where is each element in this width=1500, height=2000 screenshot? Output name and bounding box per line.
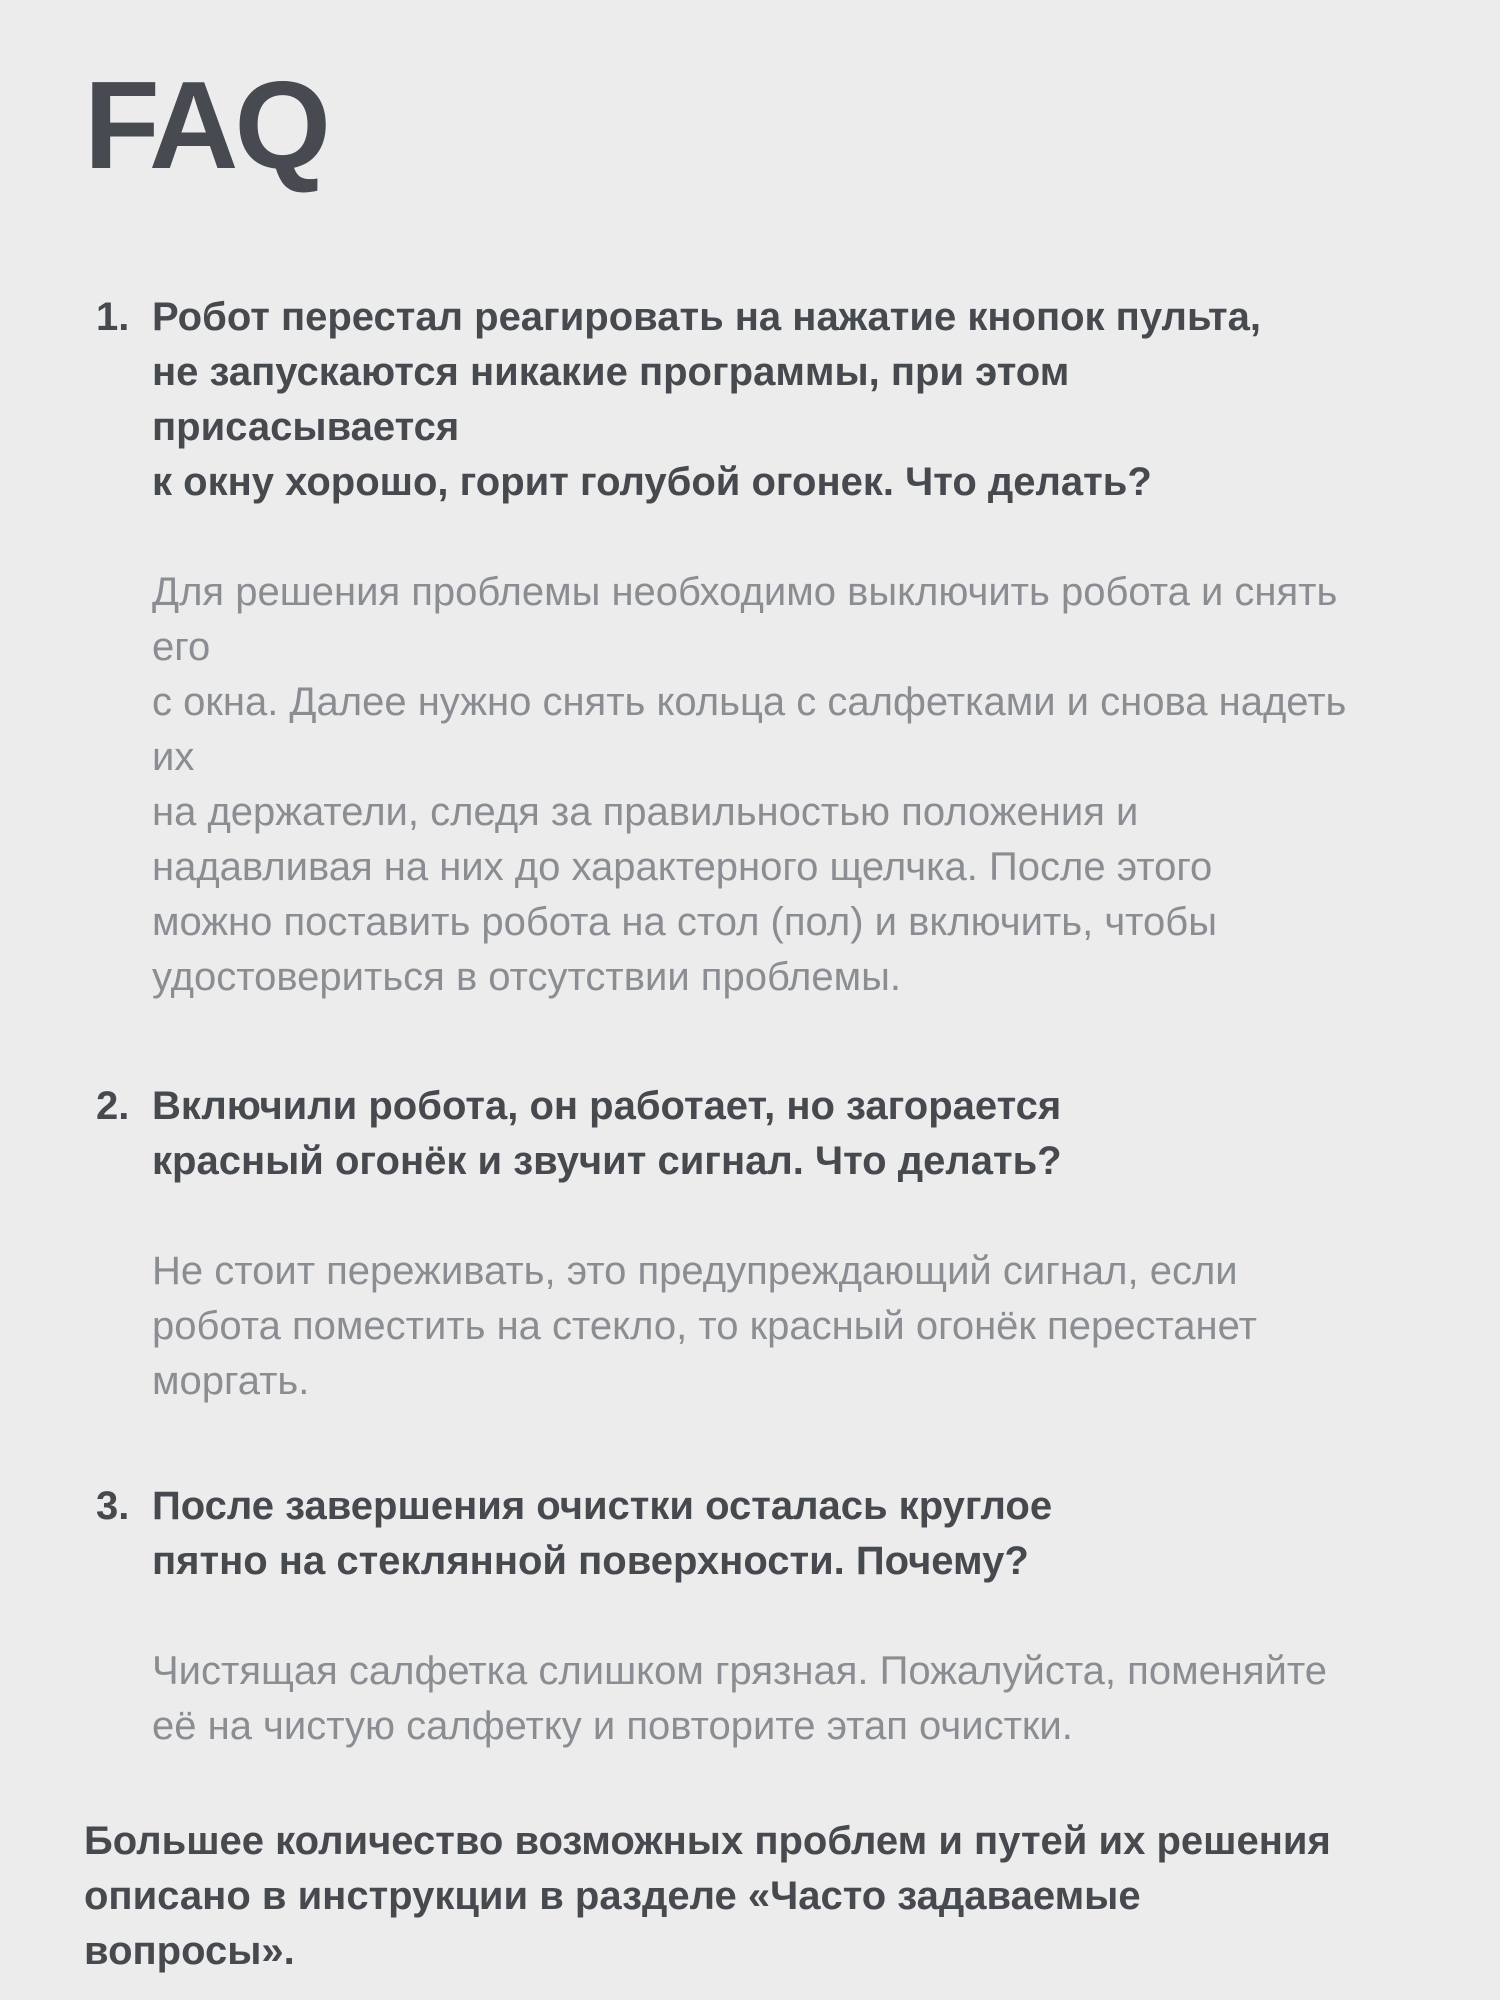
faq-number: 3. [96, 1484, 130, 1528]
answer-line: её на чистую салфетку и повторите этап очистки. [152, 1704, 1073, 1748]
faq-number: 2. [96, 1084, 130, 1128]
faq-item-3 [84, 1479, 1416, 1754]
question-line: После завершения очистки осталась круглое [152, 1484, 1053, 1528]
faq-list [84, 290, 1416, 1754]
faq-question [152, 290, 1416, 510]
answer-line: робота поместить на стекло, то красный огонёк перестанет [152, 1304, 1257, 1348]
answer-line: с окна. Далее нужно снять кольца с салфетками и снова надеть [152, 680, 1347, 724]
answer-line: его [152, 625, 211, 669]
footer-line: вопросы». [84, 1929, 295, 1973]
answer-line: Не стоит переживать, это предупреждающий сигнал, если [152, 1249, 1238, 1293]
faq-item-2 [84, 1079, 1416, 1409]
footer-line: описано в инструкции в разделе «Часто задаваемые [84, 1874, 1141, 1918]
question-line: присасывается [152, 405, 460, 449]
footer-line: Большее количество возможных проблем и путей их решения [84, 1819, 1331, 1863]
faq-item-1 [84, 290, 1416, 1005]
faq-answer [152, 1644, 1416, 1754]
answer-line: Чистящая салфетка слишком грязная. Пожалуйста, поменяйте [152, 1649, 1328, 1693]
answer-line: моргать. [152, 1359, 310, 1403]
question-line: пятно на стеклянной поверхности. Почему? [152, 1539, 1029, 1583]
question-line: к окну хорошо, горит голубой огонек. Что делать? [152, 460, 1152, 504]
faq-question [152, 1479, 1416, 1589]
question-line: не запускаются никакие программы, при этом [152, 350, 1070, 394]
faq-number: 1. [96, 295, 130, 339]
page-title: FAQ [84, 57, 327, 195]
footer-note [84, 1814, 1416, 1979]
faq-answer [152, 1244, 1416, 1409]
answer-line: удостовериться в отсутствии проблемы. [152, 955, 902, 999]
faq-question [152, 1079, 1416, 1189]
faq-answer [152, 565, 1416, 1005]
answer-line: их [152, 735, 195, 779]
answer-line: Для решения проблемы необходимо выключить робота и снять [152, 570, 1338, 614]
answer-line: на держатели, следя за правильностью положения и [152, 790, 1139, 834]
question-line: Включили робота, он работает, но загорается [152, 1084, 1062, 1128]
question-line: Робот перестал реагировать на нажатие кнопок пульта, [152, 295, 1261, 339]
question-line: красный огонёк и звучит сигнал. Что делать? [152, 1139, 1062, 1183]
answer-line: надавливая на них до характерного щелчка. После этого [152, 845, 1213, 889]
answer-line: можно поставить робота на стол (пол) и включить, чтобы [152, 900, 1217, 944]
